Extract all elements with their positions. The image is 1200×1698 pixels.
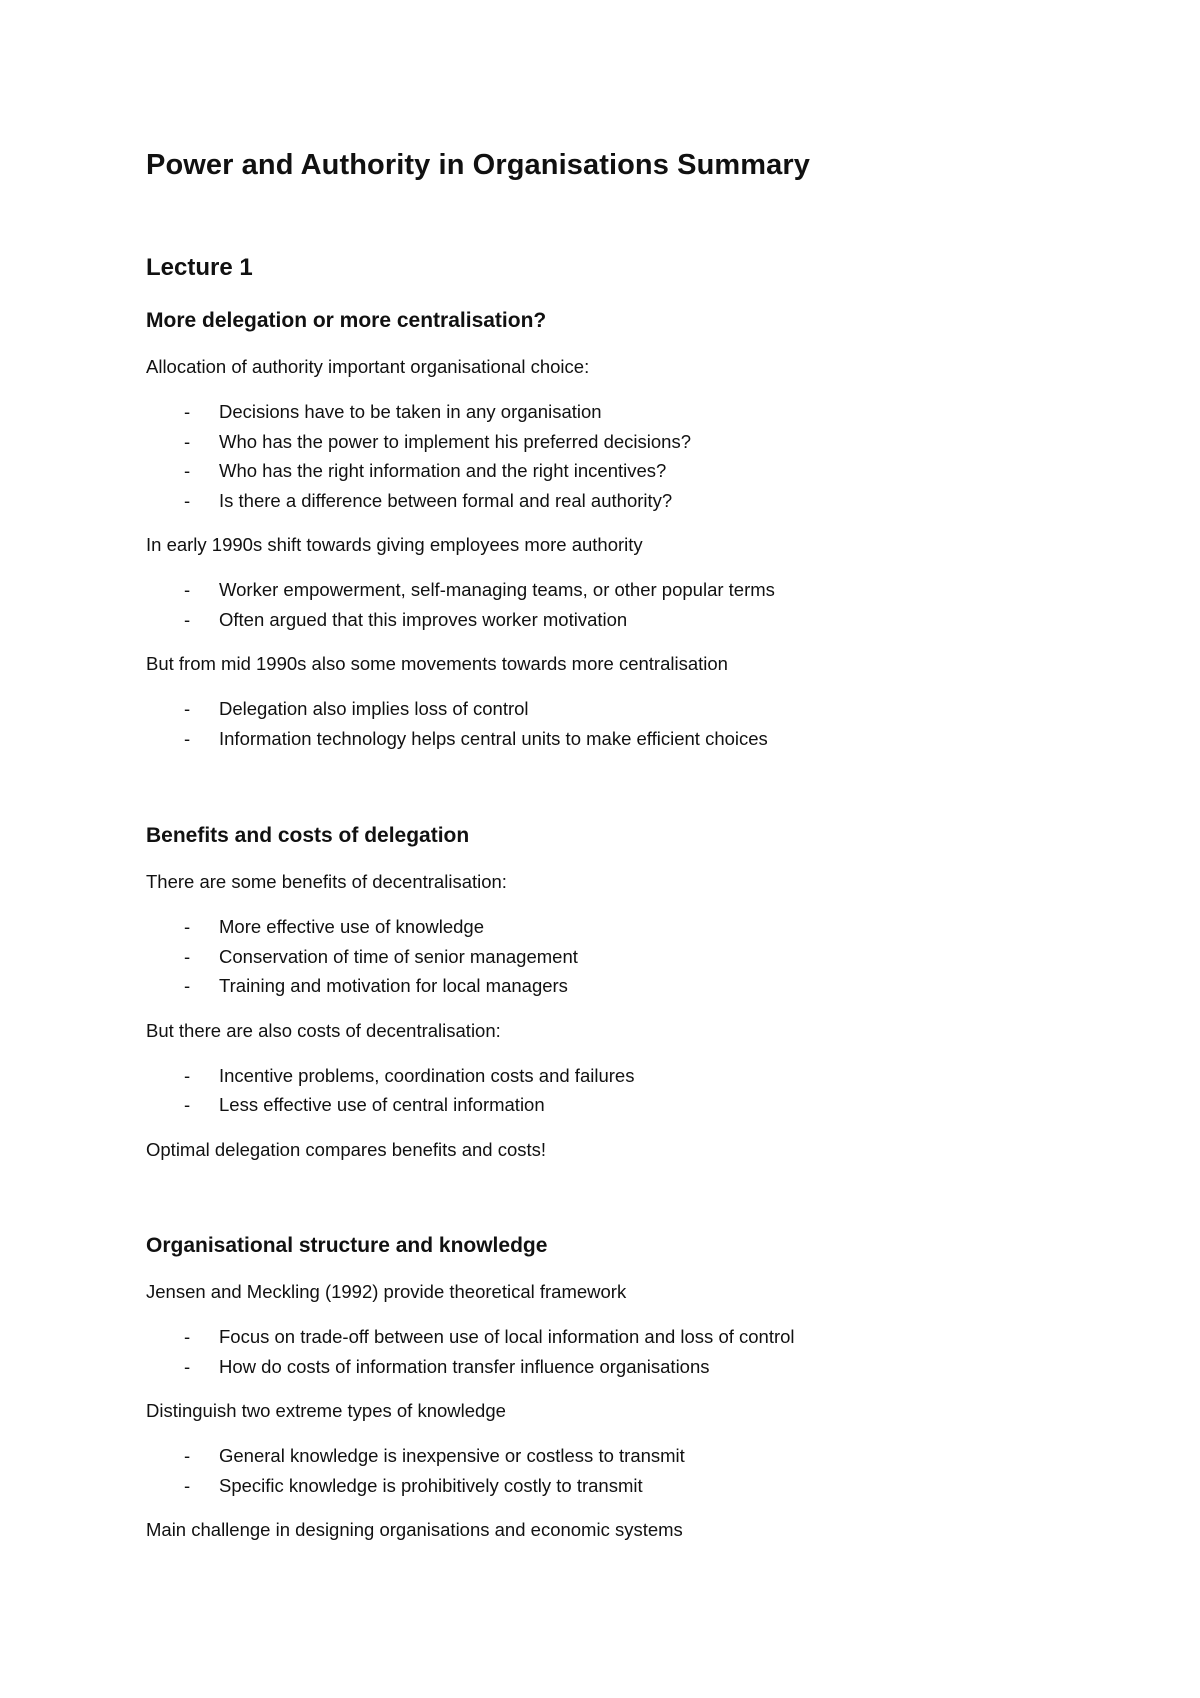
list-item-text: Who has the right information and the right incentives? [219, 460, 667, 481]
list-item-text: Incentive problems, coordination costs and failures [219, 1064, 635, 1086]
list-item-text: Less effective use of central information [219, 1094, 545, 1115]
list-item-text: Worker empowerment, self-managing teams, or other popular terms [219, 579, 775, 600]
dash-bullet-icon: - [184, 1326, 191, 1347]
section-benefits-costs [146, 822, 1146, 1180]
bullet-list [146, 575, 1146, 634]
section-heading: More delegation or more centralisation? [146, 309, 547, 332]
list-item-text: Training and motivation for local managers [219, 975, 568, 996]
list-item [146, 397, 1146, 427]
dash-bullet-icon: - [184, 1474, 191, 1496]
list-item-text: Conservation of time of senior management [219, 945, 578, 967]
bullet-list [146, 1322, 1146, 1381]
content-block [146, 650, 1146, 753]
bullet-list [146, 397, 1146, 515]
bullet-list [146, 1061, 1146, 1120]
dash-bullet-icon: - [184, 489, 191, 511]
list-item [146, 1471, 1146, 1501]
list-item [146, 1322, 1146, 1352]
paragraph: But from mid 1990s also some movements towards more centralisation [146, 653, 728, 674]
bullet-list [146, 1441, 1146, 1500]
dash-bullet-icon: - [184, 1445, 191, 1466]
content-block [146, 531, 1146, 634]
list-item-text: How do costs of information transfer influence organisations [219, 1355, 710, 1377]
list-item-text: Delegation also implies loss of control [219, 698, 529, 719]
list-item-text: Decisions have to be taken in any organisation [219, 401, 602, 422]
list-item [146, 724, 1146, 754]
dash-bullet-icon: - [184, 727, 191, 749]
dash-bullet-icon: - [184, 608, 191, 630]
dash-bullet-icon: - [184, 1094, 191, 1115]
paragraph: Optimal delegation compares benefits and costs! [146, 1138, 547, 1160]
dash-bullet-icon: - [184, 460, 191, 481]
list-item [146, 1441, 1146, 1471]
list-item [146, 1061, 1146, 1091]
content-block [146, 868, 1146, 1001]
dash-bullet-icon: - [184, 1355, 191, 1377]
paragraph: Main challenge in designing organisations and economic systems [146, 1519, 683, 1540]
list-item-text: Often argued that this improves worker motivation [219, 608, 628, 630]
list-item [146, 942, 1146, 972]
list-item [146, 605, 1146, 635]
list-item [146, 912, 1146, 942]
content-block [146, 1397, 1146, 1500]
list-item-text: General knowledge is inexpensive or costless to transmit [219, 1445, 685, 1466]
bullet-list [146, 912, 1146, 1001]
content-block [146, 353, 1146, 515]
list-item [146, 1352, 1146, 1382]
section-structure-knowledge [146, 1232, 1146, 1560]
dash-bullet-icon: - [184, 975, 191, 996]
content-block [146, 1516, 1146, 1544]
content-block [146, 1278, 1146, 1381]
dash-bullet-icon: - [184, 430, 191, 452]
dash-bullet-icon: - [184, 579, 191, 600]
dash-bullet-icon: - [184, 916, 191, 937]
dash-bullet-icon: - [184, 945, 191, 967]
list-item-text: Who has the power to implement his preferred decisions? [219, 430, 691, 452]
section-heading: Benefits and costs of delegation [146, 824, 470, 847]
content-block [146, 1017, 1146, 1120]
list-item [146, 456, 1146, 486]
section-more-delegation [146, 307, 1146, 769]
dash-bullet-icon: - [184, 401, 191, 422]
list-item [146, 427, 1146, 457]
list-item [146, 486, 1146, 516]
paragraph: In early 1990s shift towards giving employees more authority [146, 534, 643, 555]
list-item-text: Information technology helps central units to make efficient choices [219, 727, 768, 749]
list-item-text: Specific knowledge is prohibitively costly to transmit [219, 1474, 643, 1496]
list-item-text: Focus on trade-off between use of local information and loss of control [219, 1326, 795, 1347]
list-item [146, 1090, 1146, 1120]
content-block [146, 1136, 1146, 1164]
paragraph: But there are also costs of decentralisation: [146, 1019, 501, 1041]
document-title: Power and Authority in Organisations Summary [146, 149, 810, 181]
list-item [146, 971, 1146, 1001]
list-item-text: Is there a difference between formal and real authority? [219, 489, 673, 511]
paragraph: Jensen and Meckling (1992) provide theoretical framework [146, 1281, 627, 1302]
list-item [146, 575, 1146, 605]
lecture-heading: Lecture 1 [146, 254, 253, 281]
section-heading: Organisational structure and knowledge [146, 1234, 548, 1257]
list-item-text: More effective use of knowledge [219, 916, 484, 937]
paragraph: Allocation of authority important organisational choice: [146, 356, 590, 377]
dash-bullet-icon: - [184, 1064, 191, 1086]
list-item [146, 694, 1146, 724]
dash-bullet-icon: - [184, 698, 191, 719]
paragraph: Distinguish two extreme types of knowledge [146, 1400, 506, 1421]
bullet-list [146, 694, 1146, 753]
paragraph: There are some benefits of decentralisation: [146, 871, 507, 892]
